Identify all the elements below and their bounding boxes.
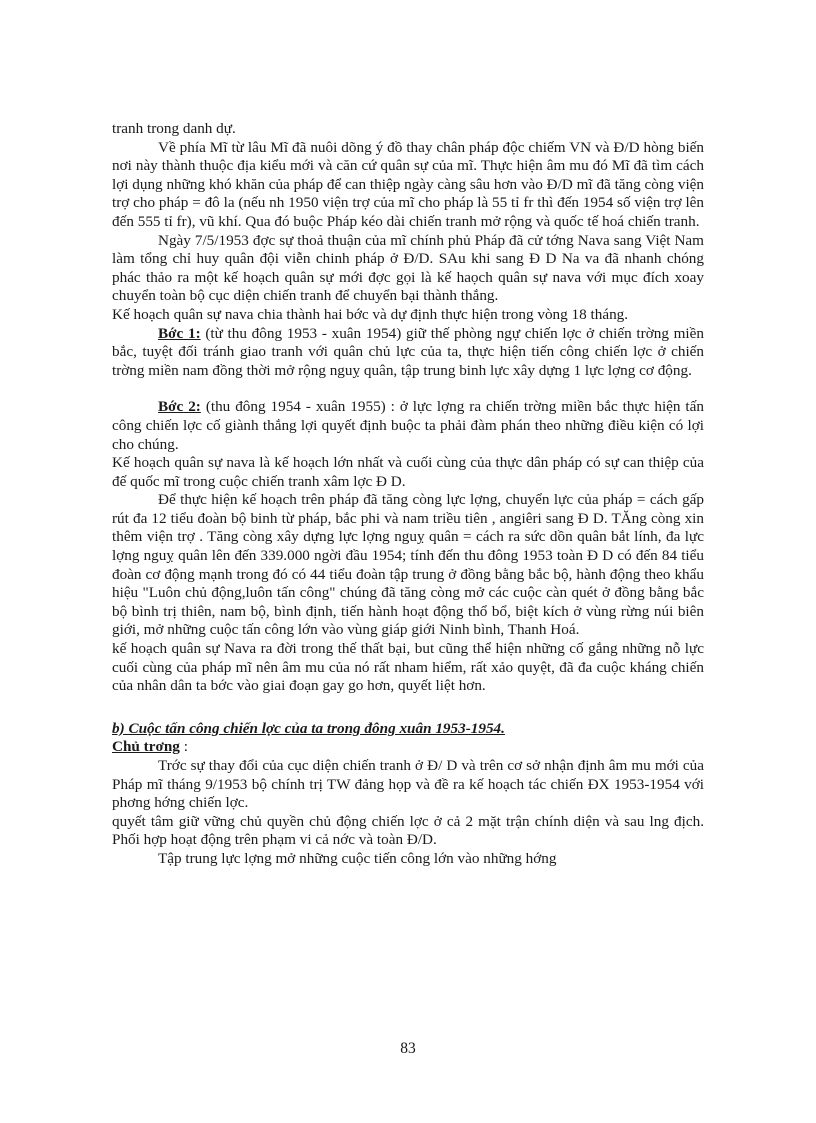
blank-line (112, 696, 704, 720)
paragraph-politburo-plan: Trớc sự thay đổi của cục diện chiến tranh ở Đ/ D và trên cơ sở nhận định âm mu mới của Pháp mĩ tháng 9/1953 bộ chính trị TW đảng họp và đề ra kế hoạch tác chiến ĐX 1953-1954 với phơng hớng chiến lợc. (112, 757, 704, 812)
paragraph-plan-execution: Để thực hiện kế hoạch trên pháp đã tăng còng lực lợng, chuyển lực của pháp = cách gấp rút đa 12 tiểu đoàn bộ binh từ pháp, bắc phi và nam triều tiên , angiêri sang Đ D. TĂng còng xin thêm viện trợ . Tăng còng xây dựng lực lợng nguỵ quân = cách ra sức dồn quân bắt lính, đa lực lợng nguỵ quân lên đến 339.000 ngời đầu 1954; tính đến thu đông 1953 toàn Đ D có đến 84 tiểu đoàn cơ động mạnh trong đó có 44 tiểu đoàn tập trung ở đồng bằng bắc bộ, hành động theo khẩu hiệu "Luôn chủ động,luôn tấn công" chúng đã tăng còng mở các cuộc càn quét ở đồng bằng bắc bộ bình trị thiên, nam bộ, bình định, tiến hành hoạt động thổ bổ, biệt kích ở vùng rừng núi biên giới, mở những cuộc tấn công lớn vào vùng giáp giới Ninh bình, Thanh Hoá. (112, 491, 704, 639)
subheading-policy: Chủ trơng (112, 738, 180, 756)
paragraph-plan-assessment: kế hoạch quân sự Nava ra đời trong thế thất bại, but cũng thể hiện những cố gắng những nỗ lực cuối cùng của pháp mĩ nên âm mu của nó rất nham hiểm, rất xảo quyệt, đã đa cuộc kháng chiến của nhân dân ta bớc vào giai đoạn gay go hơn, quyết liệt hơn. (112, 640, 704, 695)
subheading-line (112, 738, 704, 757)
paragraph-us-intervention: Về phía Mĩ từ lâu Mĩ đã nuôi dõng ý đồ thay chân pháp độc chiếm VN và Đ/D hòng biến nơi này thành thuộc địa kiểu mới và căn cứ quân sự của mĩ. Thực hiện âm mu đó Mĩ đã tìm cách lợi dụng những khó khăn của pháp để can thiệp ngày càng sâu hơn vào Đ/D mĩ đã tăng còng viện trợ cho pháp = đô la (nếu nh 1950 viện trợ của mĩ cho pháp là 55 tỉ fr thì đến 1954 số viện trợ lên đến 555 tỉ fr), vũ khí. Qua đó buộc Pháp kéo dài chiến tranh mở rộng và quốc tế hoá chiến tranh. (112, 138, 704, 230)
step-1-text: (từ thu đông 1953 - xuân 1954) giữ thế phòng ngự chiến lợc ở chiến trờng miền bắc, tuyệt đối tránh giao tranh với quân chủ lực của ta, thực hiện tiến công chiến lợc ở chiến trờng miền nam đồng thời mở rộng nguỵ quân, tập trung binh lực xây dựng 1 lực lợng cơ động. (112, 324, 704, 379)
paragraph-concentrate-forces: Tập trung lực lợng mở những cuộc tiến công lớn vào những hớng (158, 849, 557, 867)
document-body (112, 120, 704, 869)
subheading-colon: : (179, 738, 188, 756)
section-heading-b: b) Cuộc tấn công chiến lợc của ta trong đông xuân 1953-1954. (112, 719, 505, 737)
step-2-text: (thu đông 1954 - xuân 1955) : ở lực lợng ra chiến trờng miền bắc thực hiện tấn công chiến lợc cố giành thắng lợi quyết định buộc ta phải đàm phán theo những điều kiện có lợi cho chúng. (112, 398, 704, 453)
step-1-label: Bớc 1: (158, 324, 201, 342)
step-2-label: Bớc 2: (158, 398, 201, 416)
blank-line (112, 380, 704, 398)
paragraph-navarre-appointment: Ngày 7/5/1953 đợc sự thoả thuận của mĩ chính phủ Pháp đã cử tớng Nava sang Việt Nam làm tổng chỉ huy quân đội viễn chinh pháp ở Đ/D. SAu khi sang Đ D Na va đã nhanh chóng phác thảo ra một kế hoạch quân sự mới đợc gọi là kế haọch quân sự nava với mục đích xoay chuyển toàn bộ cục diện chiến tranh để chuyển bại thành thắng. (112, 231, 704, 305)
paragraph-continuation: tranh trong danh dự. (112, 120, 236, 137)
paragraph-step-1 (112, 325, 704, 381)
paragraph-plan-summary: Kế hoạch quân sự nava là kế hoạch lớn nhất và cuối cùng của thực dân pháp có sự can thiệp của đế quốc mĩ trong cuộc chiến tranh xâm lợc Đ D. (112, 454, 704, 490)
paragraph-determination: quyết tâm giữ vững chủ quyền chủ động chiến lợc ở cả 2 mặt trận chính diện và sau lng địch. Phối hợp hoạt động trên phạm vi cả nớc và toàn Đ/D. (112, 812, 704, 849)
paragraph-step-2 (112, 398, 704, 454)
page-number: 83 (400, 1040, 416, 1057)
paragraph-plan-phases: Kế hoạch quân sự nava chia thành hai bớc và dự định thực hiện trong vòng 18 tháng. (112, 305, 629, 323)
